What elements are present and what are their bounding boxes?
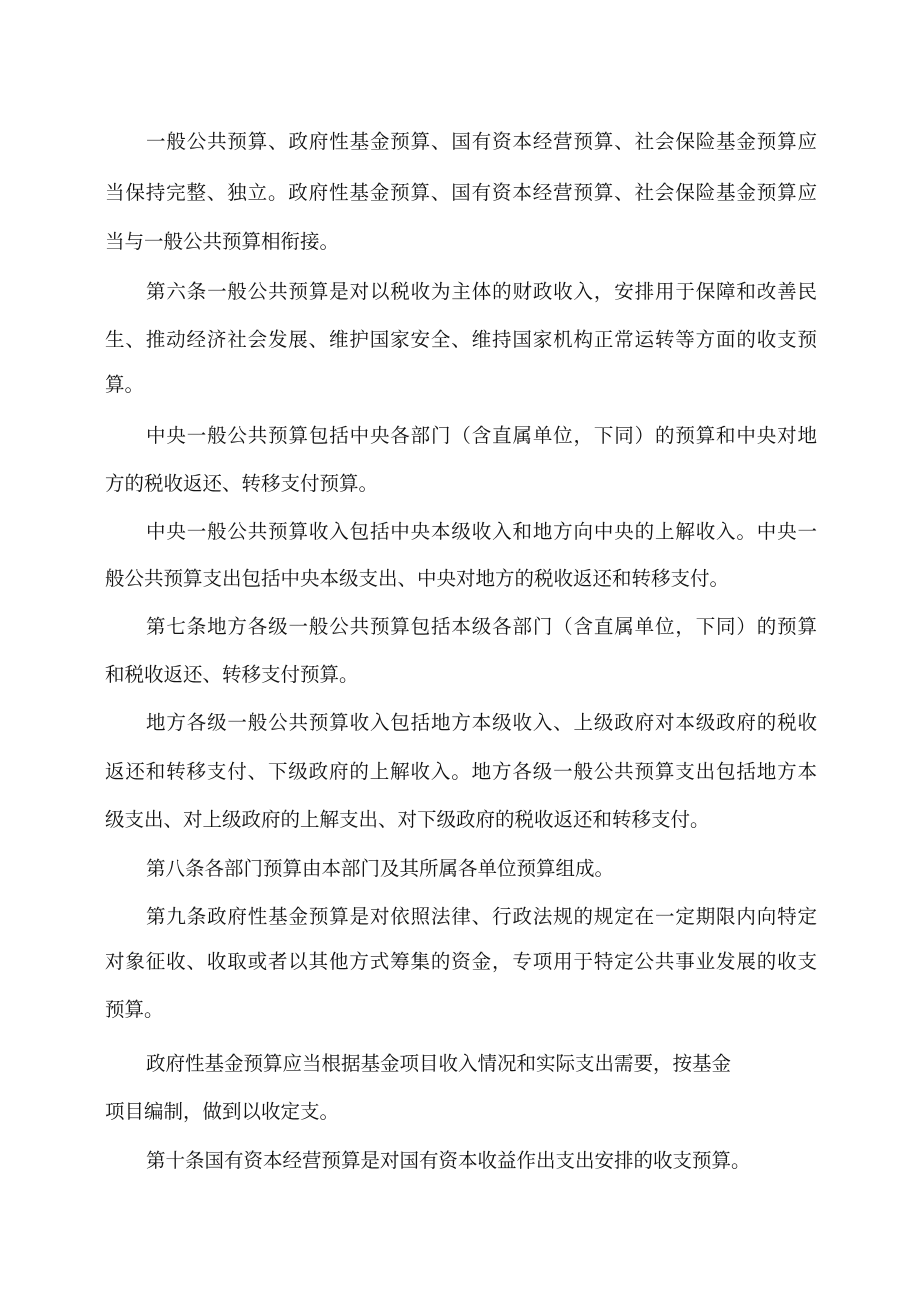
paragraph-line: 第八条各部门预算由本部门及其所属各单位预算组成。	[146, 857, 615, 880]
paragraph-line: 返还和转移支付、下级政府的上解收入。地方各级一般公共预算支出包括地方本	[105, 760, 817, 783]
paragraph-line: 对象征收、收取或者以其他方式筹集的资金，专项用于特定公共事业发展的收支	[105, 950, 817, 973]
paragraph-line: 方的税收返还、转移支付预算。	[105, 472, 379, 495]
paragraph-line: 一般公共预算、政府性基金预算、国有资本经营预算、社会保险基金预算应	[146, 130, 817, 153]
paragraph-line: 地方各级一般公共预算收入包括地方本级收入、上级政府对本级政府的税收	[146, 711, 817, 734]
paragraph-line: 般公共预算支出包括中央本级支出、中央对地方的税收返还和转移支付。	[105, 567, 730, 590]
paragraph-line: 预算。	[105, 998, 164, 1021]
paragraph-line: 第七条地方各级一般公共预算包括本级各部门（含直属单位，下同）的预算	[146, 615, 817, 638]
paragraph-line: 第十条国有资本经营预算是对国有资本收益作出支出安排的收支预算。	[146, 1149, 751, 1172]
paragraph-line: 中央一般公共预算收入包括中央本级收入和地方向中央的上解收入。中央一	[146, 520, 817, 543]
paragraph-line: 当与一般公共预算相衔接。	[105, 230, 340, 253]
paragraph-line: 生、推动经济社会发展、维护国家安全、维持国家机构正常运转等方面的收支预	[105, 328, 817, 351]
paragraph-line: 第六条一般公共预算是对以税收为主体的财政收入，安排用于保障和改善民	[146, 280, 817, 303]
paragraph-line: 第九条政府性基金预算是对依照法律、行政法规的规定在一定期限内向特定	[146, 905, 817, 928]
paragraph-line: 中央一般公共预算包括中央各部门（含直属单位，下同）的预算和中央对地	[146, 424, 817, 447]
paragraph-line: 项目编制，做到以收定支。	[105, 1100, 340, 1123]
paragraph-line: 政府性基金预算应当根据基金项目收入情况和实际支出需要，按基金	[146, 1052, 732, 1075]
paragraph-line: 和税收返还、转移支付预算。	[105, 663, 359, 686]
paragraph-line: 级支出、对上级政府的上解支出、对下级政府的税收返还和转移支付。	[105, 808, 710, 831]
paragraph-line: 当保持完整、独立。政府性基金预算、国有资本经营预算、社会保险基金预算应	[105, 181, 817, 204]
paragraph-line: 算。	[105, 373, 145, 396]
